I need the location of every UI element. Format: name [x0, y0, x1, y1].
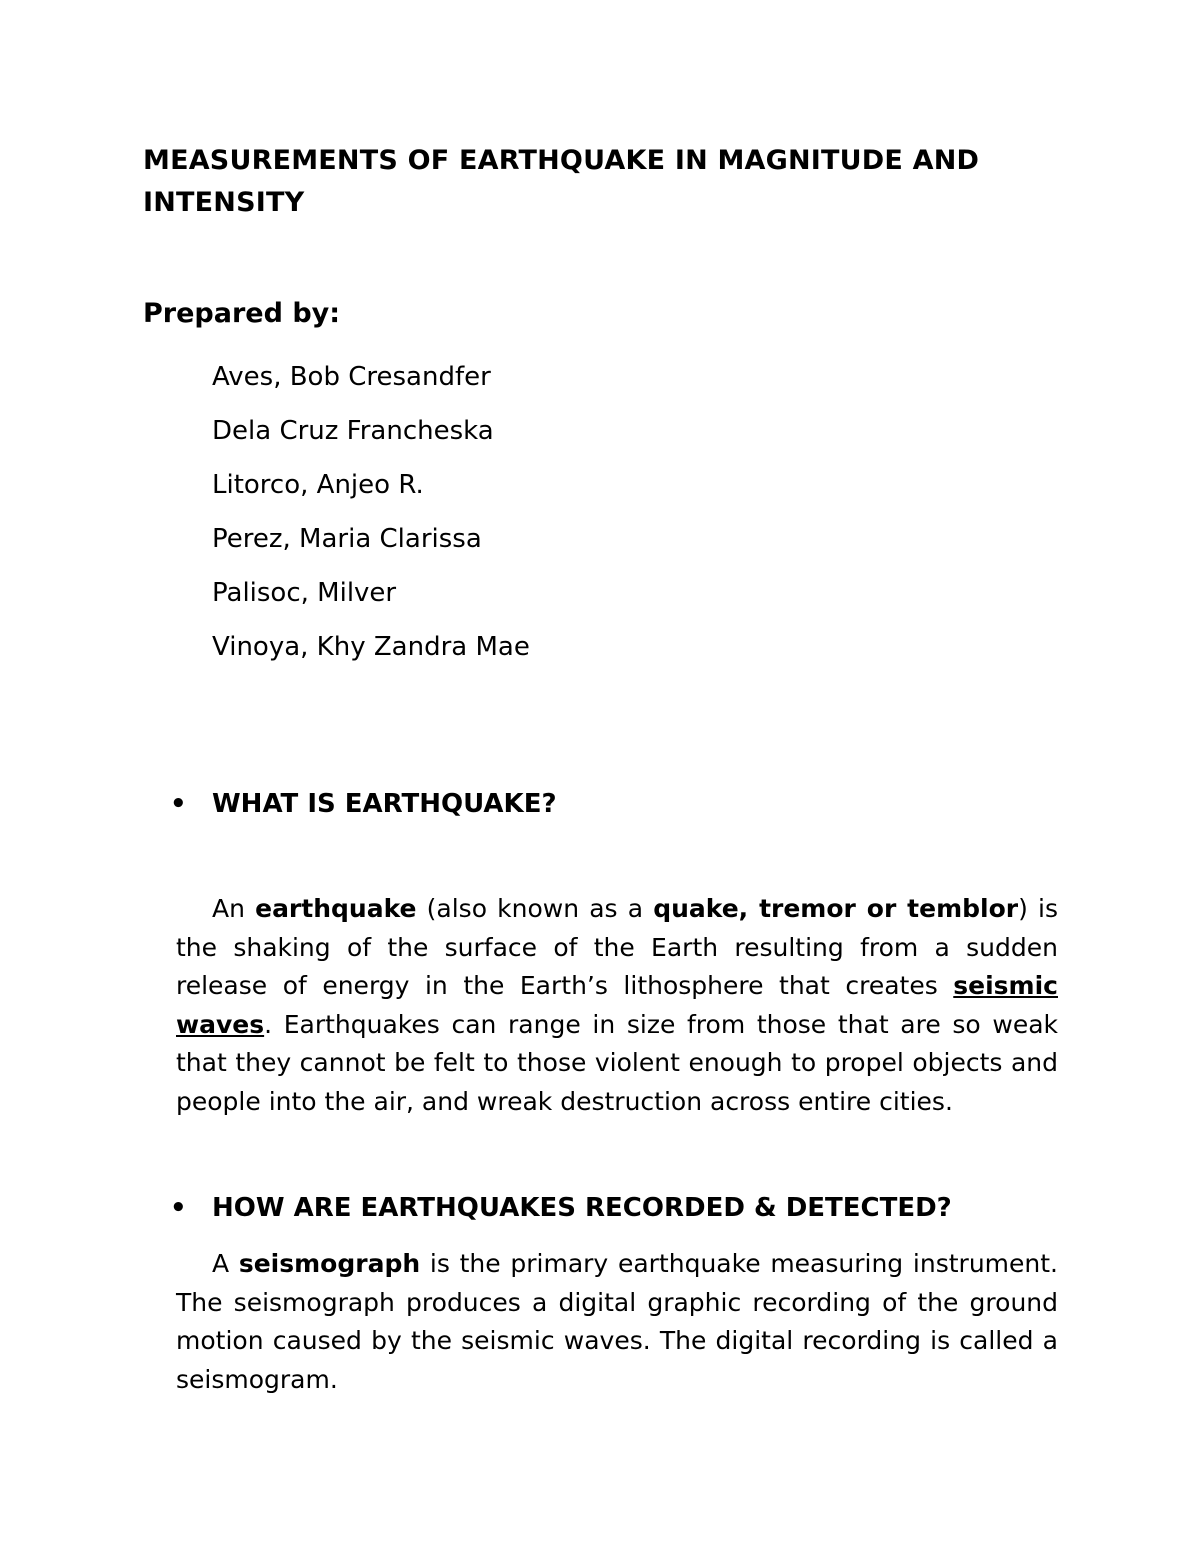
bullet-icon: • — [170, 789, 187, 819]
term-synonyms: quake, tremor or temblor — [653, 894, 1019, 923]
author-name: Dela Cruz Francheska — [212, 416, 494, 446]
author-name: Aves, Bob Cresandfer — [212, 362, 491, 392]
section-paragraph-seismograph: A seismograph is the primary earthquake measuring instrument. The seismograph produces a digital graphic recording of the ground motion caused by the seismic waves. The digital recording is called a seismogram. — [176, 1249, 1058, 1394]
author-list — [212, 350, 530, 674]
author-name: Vinoya, Khy Zandra Mae — [212, 632, 530, 662]
term-seismograph: seismograph — [238, 1249, 421, 1278]
section-heading-what-is-earthquake — [170, 786, 557, 822]
bullet-icon: • — [170, 1193, 187, 1223]
section-heading-text: WHAT IS EARTHQUAKE? — [212, 789, 557, 819]
prepared-by-label: Prepared by: — [143, 298, 341, 329]
term-seismic-waves: seismic waves — [176, 971, 1058, 1039]
term-earthquake: earthquake — [255, 894, 417, 923]
section-heading-text: HOW ARE EARTHQUAKES RECORDED & DETECTED? — [212, 1193, 952, 1223]
author-name: Palisoc, Milver — [212, 578, 397, 608]
author-name: Litorco, Anjeo R. — [212, 470, 424, 500]
author-name: Perez, Maria Clarissa — [212, 524, 482, 554]
document-title: MEASUREMENTS OF EARTHQUAKE IN MAGNITUDE AND INTENSITY — [143, 145, 980, 218]
section-heading-how-recorded — [170, 1190, 952, 1226]
section-paragraph-earthquake-definition: An earthquake (also known as a quake, tremor or temblor) is the shaking of the surface of the Earth resulting from a sudden release of energy in the Earth’s lithosphere that creates seismic waves. Earthquakes can range in size from those that are so weak that they cannot be felt to those violent enough to propel objects and people into the air, and wreak destruction across entire cities. — [176, 894, 1058, 1116]
